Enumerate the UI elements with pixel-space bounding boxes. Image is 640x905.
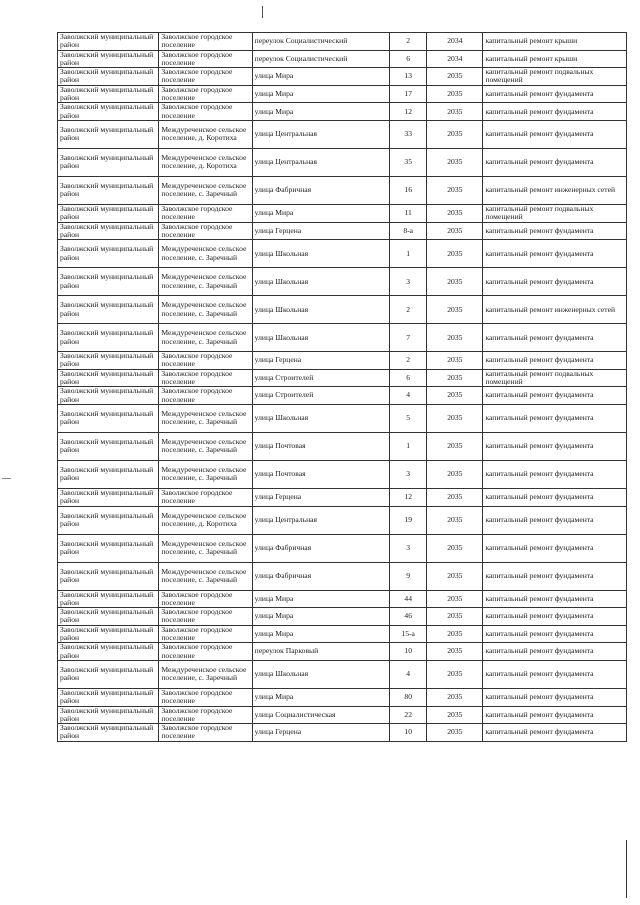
settlement-cell: Междуреченское сельское поселение, с. Заречный bbox=[159, 534, 252, 562]
settlement-cell: Заволжское городское поселение bbox=[159, 724, 252, 742]
street-cell: улица Герцена bbox=[252, 488, 389, 506]
district-cell: Заволжский муниципальный район bbox=[58, 688, 159, 706]
street-cell: улица Мира bbox=[252, 204, 389, 222]
house-number-cell: 2 bbox=[390, 33, 427, 51]
work-type-cell: капитальный ремонт фундамента bbox=[483, 352, 627, 370]
year-cell: 2035 bbox=[427, 103, 483, 121]
house-number-cell: 5 bbox=[390, 404, 427, 432]
street-cell: переулок Социалистический bbox=[252, 33, 389, 51]
street-cell: улица Мира bbox=[252, 625, 389, 643]
work-type-cell: капитальный ремонт фундамента bbox=[483, 85, 627, 103]
house-number-cell: 17 bbox=[390, 85, 427, 103]
year-cell: 2035 bbox=[427, 85, 483, 103]
settlement-cell: Заволжское городское поселение bbox=[159, 706, 252, 724]
street-cell: улица Мира bbox=[252, 85, 389, 103]
house-number-cell: 8-а bbox=[390, 222, 427, 240]
work-type-cell: капитальный ремонт фундамента bbox=[483, 643, 627, 661]
street-cell: улица Герцена bbox=[252, 724, 389, 742]
street-cell: улица Мира bbox=[252, 68, 389, 86]
settlement-cell: Заволжское городское поселение bbox=[159, 387, 252, 405]
settlement-cell: Заволжское городское поселение bbox=[159, 85, 252, 103]
settlement-cell: Заволжское городское поселение bbox=[159, 643, 252, 661]
table-row bbox=[58, 204, 627, 222]
house-number-cell: 10 bbox=[390, 643, 427, 661]
table-row bbox=[58, 222, 627, 240]
street-cell: улица Центральная bbox=[252, 506, 389, 534]
table-row bbox=[58, 643, 627, 661]
year-cell: 2035 bbox=[427, 534, 483, 562]
district-cell: Заволжский муниципальный район bbox=[58, 506, 159, 534]
district-cell: Заволжский муниципальный район bbox=[58, 432, 159, 460]
work-type-cell: капитальный ремонт фундамента bbox=[483, 590, 627, 608]
work-type-cell: капитальный ремонт фундамента bbox=[483, 103, 627, 121]
year-cell: 2035 bbox=[427, 643, 483, 661]
table-row bbox=[58, 460, 627, 488]
house-number-cell: 12 bbox=[390, 103, 427, 121]
house-number-cell: 12 bbox=[390, 488, 427, 506]
district-cell: Заволжский муниципальный район bbox=[58, 488, 159, 506]
work-type-cell: капитальный ремонт фундамента bbox=[483, 660, 627, 688]
house-number-cell: 46 bbox=[390, 608, 427, 626]
table-row bbox=[58, 369, 627, 387]
work-type-cell: капитальный ремонт фундамента bbox=[483, 432, 627, 460]
house-number-cell: 44 bbox=[390, 590, 427, 608]
settlement-cell: Заволжское городское поселение bbox=[159, 50, 252, 68]
work-type-cell: капитальный ремонт фундамента bbox=[483, 688, 627, 706]
street-cell: улица Фабричная bbox=[252, 562, 389, 590]
district-cell: Заволжский муниципальный район bbox=[58, 68, 159, 86]
district-cell: Заволжский муниципальный район bbox=[58, 643, 159, 661]
table-row bbox=[58, 562, 627, 590]
district-cell: Заволжский муниципальный район bbox=[58, 625, 159, 643]
year-cell: 2034 bbox=[427, 33, 483, 51]
work-type-cell: капитальный ремонт фундамента bbox=[483, 268, 627, 296]
settlement-cell: Заволжское городское поселение bbox=[159, 352, 252, 370]
district-cell: Заволжский муниципальный район bbox=[58, 85, 159, 103]
district-cell: Заволжский муниципальный район bbox=[58, 369, 159, 387]
house-number-cell: 3 bbox=[390, 460, 427, 488]
district-cell: Заволжский муниципальный район bbox=[58, 296, 159, 324]
house-number-cell: 13 bbox=[390, 68, 427, 86]
table-row bbox=[58, 660, 627, 688]
year-cell: 2035 bbox=[427, 387, 483, 405]
year-cell: 2035 bbox=[427, 176, 483, 204]
street-cell: улица Школьная bbox=[252, 404, 389, 432]
work-type-cell: капитальный ремонт подвальных помещений bbox=[483, 204, 627, 222]
district-cell: Заволжский муниципальный район bbox=[58, 562, 159, 590]
work-type-cell: капитальный ремонт фундамента bbox=[483, 724, 627, 742]
house-number-cell: 16 bbox=[390, 176, 427, 204]
street-cell: улица Школьная bbox=[252, 324, 389, 352]
year-cell: 2035 bbox=[427, 660, 483, 688]
table-row bbox=[58, 85, 627, 103]
table-row bbox=[58, 120, 627, 148]
table-row bbox=[58, 240, 627, 268]
street-cell: улица Строителей bbox=[252, 387, 389, 405]
scan-mark-top bbox=[262, 6, 263, 18]
settlement-cell: Междуреченское сельское поселение, с. Заречный bbox=[159, 324, 252, 352]
year-cell: 2035 bbox=[427, 240, 483, 268]
work-type-cell: капитальный ремонт крыши bbox=[483, 50, 627, 68]
street-cell: улица Фабричная bbox=[252, 534, 389, 562]
street-cell: улица Центральная bbox=[252, 120, 389, 148]
district-cell: Заволжский муниципальный район bbox=[58, 148, 159, 176]
house-number-cell: 3 bbox=[390, 268, 427, 296]
year-cell: 2035 bbox=[427, 506, 483, 534]
table-row bbox=[58, 488, 627, 506]
work-type-cell: капитальный ремонт фундамента bbox=[483, 222, 627, 240]
street-cell: улица Почтовая bbox=[252, 432, 389, 460]
settlement-cell: Заволжское городское поселение bbox=[159, 625, 252, 643]
table-row bbox=[58, 506, 627, 534]
district-cell: Заволжский муниципальный район bbox=[58, 460, 159, 488]
house-number-cell: 22 bbox=[390, 706, 427, 724]
house-number-cell: 35 bbox=[390, 148, 427, 176]
house-number-cell: 15-а bbox=[390, 625, 427, 643]
settlement-cell: Междуреченское сельское поселение, с. Заречный bbox=[159, 268, 252, 296]
house-number-cell: 19 bbox=[390, 506, 427, 534]
street-cell: улица Герцена bbox=[252, 222, 389, 240]
street-cell: улица Фабричная bbox=[252, 176, 389, 204]
year-cell: 2035 bbox=[427, 688, 483, 706]
house-number-cell: 7 bbox=[390, 324, 427, 352]
house-number-cell: 2 bbox=[390, 352, 427, 370]
settlement-cell: Заволжское городское поселение bbox=[159, 222, 252, 240]
table-row bbox=[58, 404, 627, 432]
settlement-cell: Междуреченское сельское поселение, с. Заречный bbox=[159, 240, 252, 268]
house-number-cell: 80 bbox=[390, 688, 427, 706]
house-number-cell: 1 bbox=[390, 432, 427, 460]
repair-schedule-body bbox=[58, 33, 627, 742]
table-row bbox=[58, 534, 627, 562]
year-cell: 2035 bbox=[427, 268, 483, 296]
house-number-cell: 10 bbox=[390, 724, 427, 742]
street-cell: улица Школьная bbox=[252, 268, 389, 296]
year-cell: 2034 bbox=[427, 50, 483, 68]
table-row bbox=[58, 608, 627, 626]
table-row bbox=[58, 688, 627, 706]
house-number-cell: 4 bbox=[390, 660, 427, 688]
year-cell: 2035 bbox=[427, 204, 483, 222]
district-cell: Заволжский муниципальный район bbox=[58, 724, 159, 742]
district-cell: Заволжский муниципальный район bbox=[58, 660, 159, 688]
work-type-cell: капитальный ремонт фундамента bbox=[483, 608, 627, 626]
work-type-cell: капитальный ремонт инженерных сетей bbox=[483, 296, 627, 324]
street-cell: переулок Парковый bbox=[252, 643, 389, 661]
table-row bbox=[58, 706, 627, 724]
street-cell: улица Мира bbox=[252, 688, 389, 706]
year-cell: 2035 bbox=[427, 120, 483, 148]
work-type-cell: капитальный ремонт фундамента bbox=[483, 460, 627, 488]
street-cell: улица Строителей bbox=[252, 369, 389, 387]
year-cell: 2035 bbox=[427, 625, 483, 643]
table-row bbox=[58, 50, 627, 68]
table-row bbox=[58, 68, 627, 86]
house-number-cell: 4 bbox=[390, 387, 427, 405]
work-type-cell: капитальный ремонт фундамента bbox=[483, 488, 627, 506]
table-row bbox=[58, 387, 627, 405]
district-cell: Заволжский муниципальный район bbox=[58, 387, 159, 405]
work-type-cell: капитальный ремонт фундамента bbox=[483, 148, 627, 176]
street-cell: улица Герцена bbox=[252, 352, 389, 370]
settlement-cell: Заволжское городское поселение bbox=[159, 608, 252, 626]
settlement-cell: Заволжское городское поселение bbox=[159, 204, 252, 222]
year-cell: 2035 bbox=[427, 608, 483, 626]
district-cell: Заволжский муниципальный район bbox=[58, 352, 159, 370]
settlement-cell: Заволжское городское поселение bbox=[159, 369, 252, 387]
house-number-cell: 3 bbox=[390, 534, 427, 562]
repair-schedule-table bbox=[57, 32, 627, 742]
work-type-cell: капитальный ремонт фундамента bbox=[483, 404, 627, 432]
year-cell: 2035 bbox=[427, 352, 483, 370]
settlement-cell: Междуреченское сельское поселение, с. Заречный bbox=[159, 176, 252, 204]
district-cell: Заволжский муниципальный район bbox=[58, 103, 159, 121]
work-type-cell: капитальный ремонт фундамента bbox=[483, 562, 627, 590]
table-row bbox=[58, 590, 627, 608]
street-cell: улица Мира bbox=[252, 608, 389, 626]
year-cell: 2035 bbox=[427, 296, 483, 324]
street-cell: улица Почтовая bbox=[252, 460, 389, 488]
table-row bbox=[58, 268, 627, 296]
house-number-cell: 33 bbox=[390, 120, 427, 148]
settlement-cell: Заволжское городское поселение bbox=[159, 688, 252, 706]
street-cell: улица Мира bbox=[252, 590, 389, 608]
settlement-cell: Междуреченское сельское поселение, с. Заречный bbox=[159, 460, 252, 488]
settlement-cell: Междуреченское сельское поселение, с. Заречный bbox=[159, 562, 252, 590]
table-row bbox=[58, 33, 627, 51]
district-cell: Заволжский муниципальный район bbox=[58, 120, 159, 148]
settlement-cell: Заволжское городское поселение bbox=[159, 590, 252, 608]
year-cell: 2035 bbox=[427, 724, 483, 742]
settlement-cell: Заволжское городское поселение bbox=[159, 68, 252, 86]
house-number-cell: 9 bbox=[390, 562, 427, 590]
work-type-cell: капитальный ремонт фундамента bbox=[483, 625, 627, 643]
year-cell: 2035 bbox=[427, 404, 483, 432]
year-cell: 2035 bbox=[427, 488, 483, 506]
district-cell: Заволжский муниципальный район bbox=[58, 404, 159, 432]
year-cell: 2035 bbox=[427, 706, 483, 724]
work-type-cell: капитальный ремонт подвальных помещений bbox=[483, 369, 627, 387]
table-row bbox=[58, 103, 627, 121]
district-cell: Заволжский муниципальный район bbox=[58, 204, 159, 222]
work-type-cell: капитальный ремонт фундамента bbox=[483, 240, 627, 268]
house-number-cell: 2 bbox=[390, 296, 427, 324]
year-cell: 2035 bbox=[427, 562, 483, 590]
year-cell: 2035 bbox=[427, 460, 483, 488]
street-cell: переулок Социалистический bbox=[252, 50, 389, 68]
table-row bbox=[58, 296, 627, 324]
year-cell: 2035 bbox=[427, 432, 483, 460]
settlement-cell: Междуреченское сельское поселение, д. Коротиха bbox=[159, 120, 252, 148]
work-type-cell: капитальный ремонт фундамента bbox=[483, 506, 627, 534]
work-type-cell: капитальный ремонт фундамента bbox=[483, 120, 627, 148]
table-row bbox=[58, 625, 627, 643]
street-cell: улица Школьная bbox=[252, 660, 389, 688]
settlement-cell: Междуреченское сельское поселение, с. Заречный bbox=[159, 660, 252, 688]
table-row bbox=[58, 148, 627, 176]
year-cell: 2035 bbox=[427, 148, 483, 176]
year-cell: 2035 bbox=[427, 590, 483, 608]
settlement-cell: Междуреченское сельское поселение, д. Коротиха bbox=[159, 148, 252, 176]
street-cell: улица Школьная bbox=[252, 240, 389, 268]
district-cell: Заволжский муниципальный район bbox=[58, 534, 159, 562]
settlement-cell: Заволжское городское поселение bbox=[159, 488, 252, 506]
house-number-cell: 1 bbox=[390, 240, 427, 268]
district-cell: Заволжский муниципальный район bbox=[58, 268, 159, 296]
work-type-cell: капитальный ремонт фундамента bbox=[483, 324, 627, 352]
work-type-cell: капитальный ремонт фундамента bbox=[483, 706, 627, 724]
scan-mark-left bbox=[2, 478, 11, 479]
settlement-cell: Междуреченское сельское поселение, с. Заречный bbox=[159, 432, 252, 460]
settlement-cell: Междуреченское сельское поселение, с. Заречный bbox=[159, 296, 252, 324]
district-cell: Заволжский муниципальный район bbox=[58, 33, 159, 51]
table-row bbox=[58, 352, 627, 370]
table-row bbox=[58, 324, 627, 352]
work-type-cell: капитальный ремонт подвальных помещений bbox=[483, 68, 627, 86]
district-cell: Заволжский муниципальный район bbox=[58, 590, 159, 608]
district-cell: Заволжский муниципальный район bbox=[58, 608, 159, 626]
house-number-cell: 11 bbox=[390, 204, 427, 222]
settlement-cell: Заволжское городское поселение bbox=[159, 33, 252, 51]
work-type-cell: капитальный ремонт инженерных сетей bbox=[483, 176, 627, 204]
settlement-cell: Заволжское городское поселение bbox=[159, 103, 252, 121]
table-row bbox=[58, 724, 627, 742]
district-cell: Заволжский муниципальный район bbox=[58, 50, 159, 68]
street-cell: улица Школьная bbox=[252, 296, 389, 324]
scan-mark-right bbox=[626, 840, 627, 898]
district-cell: Заволжский муниципальный район bbox=[58, 176, 159, 204]
district-cell: Заволжский муниципальный район bbox=[58, 222, 159, 240]
district-cell: Заволжский муниципальный район bbox=[58, 706, 159, 724]
district-cell: Заволжский муниципальный район bbox=[58, 240, 159, 268]
settlement-cell: Междуреченское сельское поселение, с. Заречный bbox=[159, 404, 252, 432]
year-cell: 2035 bbox=[427, 324, 483, 352]
work-type-cell: капитальный ремонт фундамента bbox=[483, 387, 627, 405]
year-cell: 2035 bbox=[427, 369, 483, 387]
work-type-cell: капитальный ремонт крыши bbox=[483, 33, 627, 51]
street-cell: улица Центральная bbox=[252, 148, 389, 176]
year-cell: 2035 bbox=[427, 68, 483, 86]
work-type-cell: капитальный ремонт фундамента bbox=[483, 534, 627, 562]
table-row bbox=[58, 432, 627, 460]
year-cell: 2035 bbox=[427, 222, 483, 240]
street-cell: улица Социалистическая bbox=[252, 706, 389, 724]
settlement-cell: Междуреченское сельское поселение, д. Коротиха bbox=[159, 506, 252, 534]
house-number-cell: 6 bbox=[390, 50, 427, 68]
house-number-cell: 6 bbox=[390, 369, 427, 387]
table-row bbox=[58, 176, 627, 204]
district-cell: Заволжский муниципальный район bbox=[58, 324, 159, 352]
street-cell: улица Мира bbox=[252, 103, 389, 121]
